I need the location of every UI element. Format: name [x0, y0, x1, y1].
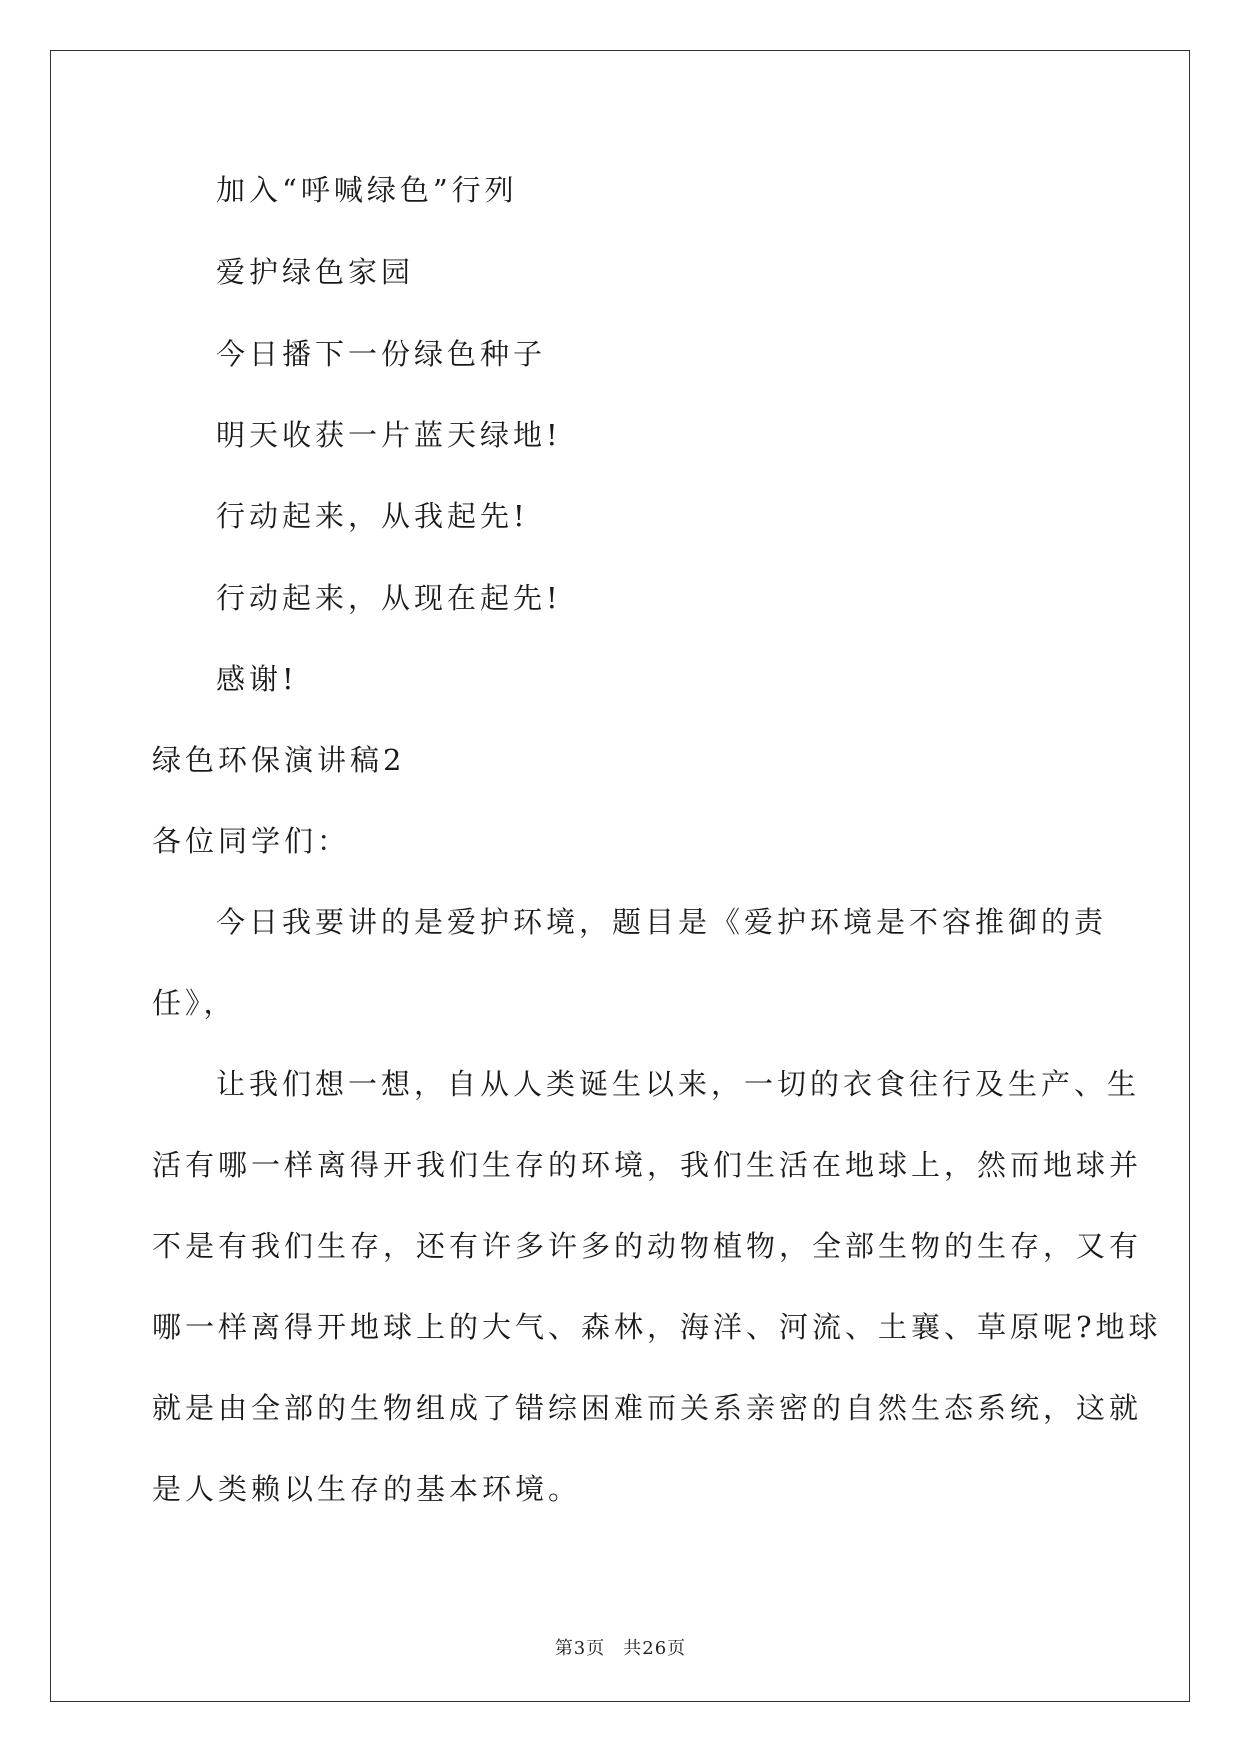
section-title: 绿色环保演讲稿2 [152, 743, 406, 777]
poem-line: 明天收获一片蓝天绿地! [216, 418, 562, 452]
poem-line: 行动起来，从我起先! [216, 499, 529, 533]
salutation: 各位同学们： [152, 824, 351, 858]
paragraph-line: 哪一样离得开地球上的大气、森林，海洋、河流、土襄、草原呢?地球 [152, 1310, 1162, 1344]
poem-line: 行动起来，从现在起先! [216, 581, 562, 615]
poem-line: 感谢! [216, 662, 298, 696]
paragraph-line: 是人类赖以生存的基本环境。 [152, 1472, 582, 1506]
poem-line: 加入“呼喊绿色”行列 [216, 173, 518, 207]
paragraph-line: 让我们想一想，自从人类诞生以来，一切的衣食往行及生产、生 [216, 1067, 1141, 1101]
paragraph-line: 活有哪一样离得开我们生存的环境，我们生活在地球上，然而地球并 [152, 1148, 1143, 1182]
page-footer [0, 1634, 1241, 1660]
page-border [50, 50, 1190, 1702]
page-total: 共26页 [623, 1638, 687, 1659]
paragraph-line: 就是由全部的生物组成了错综困难而关系亲密的自然生态系统，这就 [152, 1391, 1143, 1425]
page-number: 第3页 [554, 1638, 606, 1659]
poem-line: 今日播下一份绿色种子 [216, 337, 547, 371]
paragraph-line: 今日我要讲的是爱护环境，题目是《爱护环境是不容推御的责 [216, 905, 1108, 939]
paragraph-line: 任》， [152, 986, 237, 1020]
poem-line: 爱护绿色家园 [216, 255, 415, 289]
paragraph-line: 不是有我们生存，还有许多许多的动物植物，全部生物的生存，又有 [152, 1229, 1143, 1263]
